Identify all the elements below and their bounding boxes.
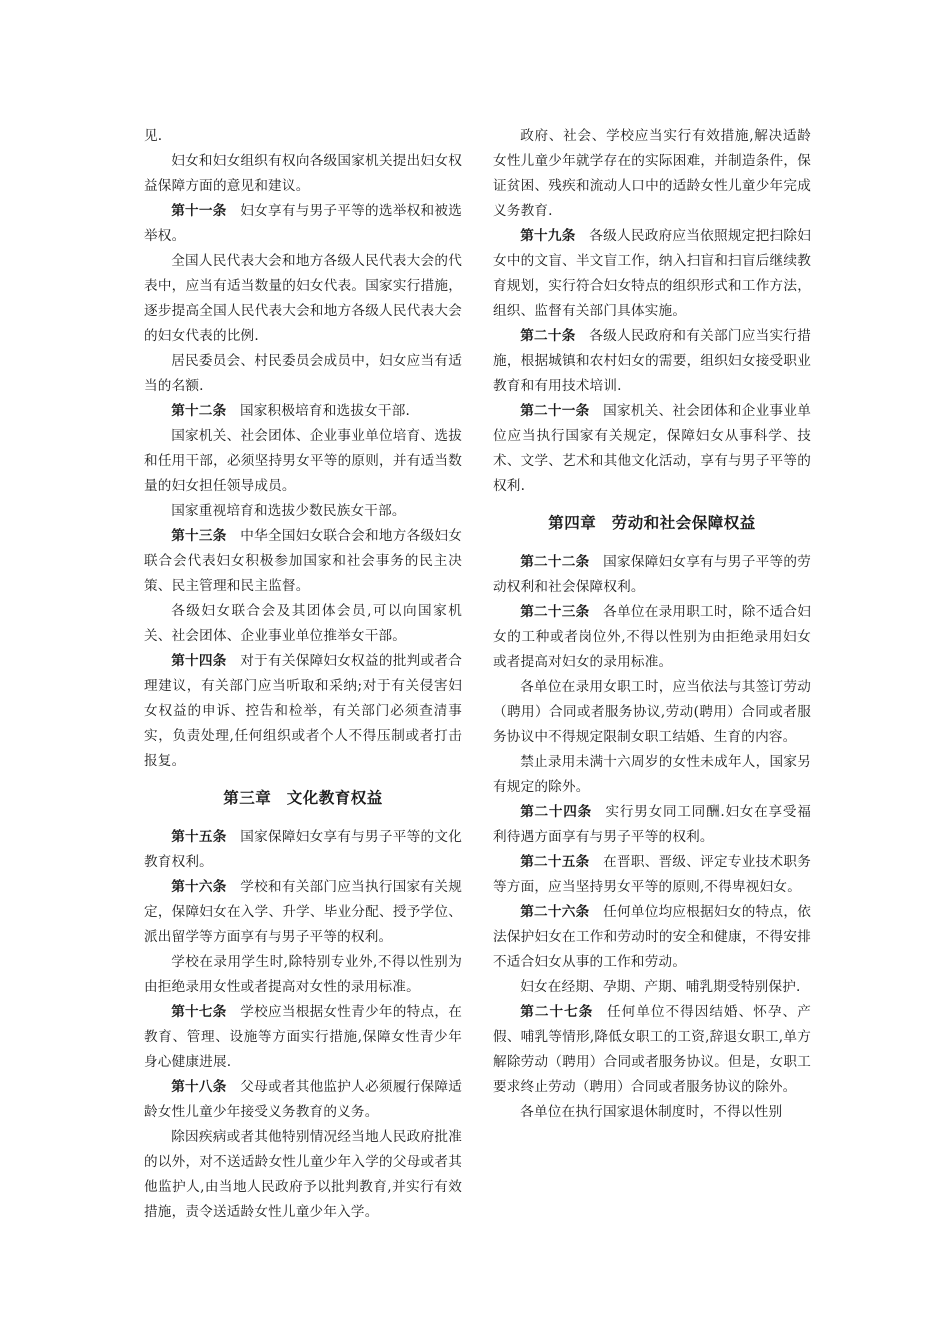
body-paragraph bbox=[144, 249, 462, 349]
body-paragraph bbox=[144, 349, 462, 399]
paragraph-text: 对于有关保障妇女权益的批判或者合理建议，有关部门应当听取和采纳;对于有关侵害妇女权益的申诉、控告和检举，有关部门必须查清事实，负责处理,任何组织或者个人不得压制或者打击报复。 bbox=[144, 653, 462, 769]
paragraph-text: 实行男女同工同酬.妇女在享受福利待遇方面享有与男子平等的权利。 bbox=[493, 804, 811, 845]
chapter-heading bbox=[493, 510, 811, 536]
body-paragraph bbox=[493, 750, 811, 800]
paragraph-text: 妇女享有与男子平等的选举权和被选举权。 bbox=[144, 203, 462, 244]
body-paragraph bbox=[144, 499, 462, 524]
article-paragraph bbox=[493, 1000, 811, 1100]
paragraph-text: 在晋职、晋级、评定专业技术职务等方面，应当坚持男女平等的原则,不得卑视妇女。 bbox=[493, 854, 812, 895]
article-number: 第二十条 bbox=[520, 328, 576, 344]
body-paragraph bbox=[144, 124, 462, 149]
body-paragraph bbox=[144, 950, 462, 1000]
article-number: 第二十六条 bbox=[520, 904, 590, 920]
paragraph-text: 各级人民政府应当依照规定把扫除妇女中的文盲、半文盲工作，纳入扫盲和扫盲后继续教育规划，实行符合妇女特点的组织形式和工作方法，组织、监督有关部门具体实施。 bbox=[493, 228, 811, 319]
paragraph-text: 国家保障妇女享有与男子平等的文化教育权利。 bbox=[144, 829, 462, 870]
paragraph-text: 任何单位均应根据妇女的特点，依法保护妇女在工作和劳动时的安全和健康，不得安排不适合妇女从事的工作和劳动。 bbox=[493, 904, 812, 970]
chapter-title: 文化教育权益 bbox=[286, 788, 383, 807]
paragraph-text: 见. bbox=[144, 128, 163, 144]
paragraph-text: 国家积极培育和选拔女干部. bbox=[239, 403, 411, 419]
left-column bbox=[144, 124, 462, 1225]
body-paragraph bbox=[144, 1125, 462, 1225]
paragraph-text: 国家保障妇女享有与男子平等的劳动权利和社会保障权利。 bbox=[493, 554, 812, 595]
article-paragraph bbox=[144, 649, 462, 774]
paragraph-text: 除因疾病或者其他特别情况经当地人民政府批准的以外，对不送适龄女性儿童少年入学的父母或者其他监护人,由当地人民政府予以批判教育,并实行有效措施，责令送适龄女性儿童少年入学。 bbox=[144, 1129, 462, 1220]
article-paragraph bbox=[493, 324, 811, 399]
chapter-title: 劳动和社会保障权益 bbox=[611, 513, 756, 532]
article-paragraph bbox=[493, 850, 811, 900]
paragraph-text: 各级妇女联合会及其团体会员,可以向国家机关、社会团体、企业事业单位推举女干部。 bbox=[144, 603, 462, 644]
chapter-number: 第三章 bbox=[223, 788, 272, 807]
body-paragraph bbox=[144, 424, 462, 499]
paragraph-text: 中华全国妇女联合会和地方各级妇女联合会代表妇女积极参加国家和社会事务的民主决策、民主管理和民主监督。 bbox=[144, 528, 462, 594]
paragraph-text: 妇女在经期、孕期、产期、哺乳期受特别保护. bbox=[520, 979, 801, 995]
paragraph-text: 各单位在录用职工时，除不适合妇女的工种或者岗位外,不得以性别为由拒绝录用妇女或者提高对妇女的录用标准。 bbox=[493, 604, 812, 670]
article-paragraph bbox=[144, 199, 462, 249]
paragraph-text: 全国人民代表大会和地方各级人民代表大会的代表中，应当有适当数量的妇女代表。国家实行措施，逐步提高全国人民代表大会和地方各级人民代表大会的妇女代表的比例. bbox=[144, 253, 462, 344]
article-number: 第十三条 bbox=[171, 528, 227, 544]
right-column bbox=[493, 124, 811, 1125]
article-number: 第二十五条 bbox=[520, 854, 590, 870]
article-number: 第十八条 bbox=[171, 1079, 227, 1095]
article-paragraph bbox=[144, 875, 462, 950]
body-paragraph bbox=[493, 1100, 811, 1125]
paragraph-text: 学校和有关部门应当执行国家有关规定，保障妇女在入学、升学、毕业分配、授予学位、派出留学等方面享有与男子平等的权利。 bbox=[144, 879, 462, 945]
article-number: 第十一条 bbox=[171, 203, 227, 219]
paragraph-text: 任何单位不得因结婚、怀孕、产假、哺乳等情形,降低女职工的工资,辞退女职工,单方解除劳动（聘用）合同或者服务协议。但是，女职工要求终止劳动（聘用）合同或者服务协议的除外。 bbox=[493, 1004, 811, 1095]
paragraph-text: 父母或者其他监护人必须履行保障适龄女性儿童少年接受义务教育的义务。 bbox=[144, 1079, 462, 1120]
article-paragraph bbox=[144, 825, 462, 875]
paragraph-text: 禁止录用未满十六周岁的女性未成年人，国家另有规定的除外。 bbox=[493, 754, 811, 795]
article-paragraph bbox=[493, 900, 811, 975]
article-number: 第十五条 bbox=[171, 829, 227, 845]
chapter-number: 第四章 bbox=[548, 513, 597, 532]
article-number: 第二十二条 bbox=[520, 554, 590, 570]
article-paragraph bbox=[144, 1075, 462, 1125]
paragraph-text: 国家机关、社会团体、企业事业单位培育、选拔和任用干部，必须坚持男女平等的原则，并有适当数量的妇女担任领导成员。 bbox=[144, 428, 462, 494]
article-number: 第二十四条 bbox=[520, 804, 592, 820]
body-paragraph bbox=[144, 149, 462, 199]
paragraph-text: 各级人民政府和有关部门应当实行措施，根据城镇和农村妇女的需要，组织妇女接受职业教育和有用技术培训. bbox=[493, 328, 811, 394]
chapter-heading bbox=[144, 785, 462, 811]
body-paragraph bbox=[144, 599, 462, 649]
article-paragraph bbox=[144, 399, 462, 424]
article-number: 第二十三条 bbox=[520, 604, 590, 620]
article-number: 第十四条 bbox=[171, 653, 227, 669]
paragraph-text: 政府、社会、学校应当实行有效措施,解决适龄女性儿童少年就学存在的实际困难，并制造条件，保证贫困、残疾和流动人口中的适龄女性儿童少年完成义务教育. bbox=[493, 128, 811, 219]
article-number: 第二十一条 bbox=[520, 403, 590, 419]
article-number: 第十九条 bbox=[520, 228, 576, 244]
article-paragraph bbox=[493, 600, 811, 675]
right-column-text bbox=[493, 124, 811, 1125]
paragraph-text: 国家重视培育和选拔少数民族女干部。 bbox=[171, 503, 406, 519]
body-paragraph bbox=[493, 975, 811, 1000]
article-paragraph bbox=[493, 224, 811, 324]
article-paragraph bbox=[493, 800, 811, 850]
article-number: 第十二条 bbox=[171, 403, 227, 419]
paragraph-text: 各单位在录用女职工时，应当依法与其签订劳动（聘用）合同或者服务协议,劳动(聘用）合同或者服务协议中不得规定限制女职工结婚、生育的内容。 bbox=[493, 679, 811, 745]
article-number: 第十七条 bbox=[171, 1004, 227, 1020]
paragraph-text: 国家机关、社会团体和企业事业单位应当执行国家有关规定，保障妇女从事科学、技术、文学、艺术和其他文化活动，享有与男子平等的权利. bbox=[493, 403, 812, 494]
article-number: 第十六条 bbox=[171, 879, 227, 895]
paragraph-text: 学校应当根据女性青少年的特点，在教育、管理、设施等方面实行措施,保障女性青少年身心健康进展. bbox=[144, 1004, 462, 1070]
article-paragraph bbox=[144, 1000, 462, 1075]
article-paragraph bbox=[493, 550, 811, 600]
body-paragraph bbox=[493, 675, 811, 750]
body-paragraph bbox=[493, 124, 811, 224]
left-column-text bbox=[144, 124, 462, 1225]
paragraph-text: 各单位在执行国家退休制度时，不得以性别 bbox=[520, 1104, 783, 1120]
paragraph-text: 妇女和妇女组织有权向各级国家机关提出妇女权益保障方面的意见和建议。 bbox=[144, 153, 462, 194]
paragraph-text: 学校在录用学生时,除特别专业外,不得以性别为由拒绝录用女性或者提高对女性的录用标准。 bbox=[144, 954, 462, 995]
paragraph-text: 居民委员会、村民委员会成员中，妇女应当有适当的名额. bbox=[144, 353, 462, 394]
article-number: 第二十七条 bbox=[520, 1004, 594, 1020]
article-paragraph bbox=[144, 524, 462, 599]
article-paragraph bbox=[493, 399, 811, 499]
